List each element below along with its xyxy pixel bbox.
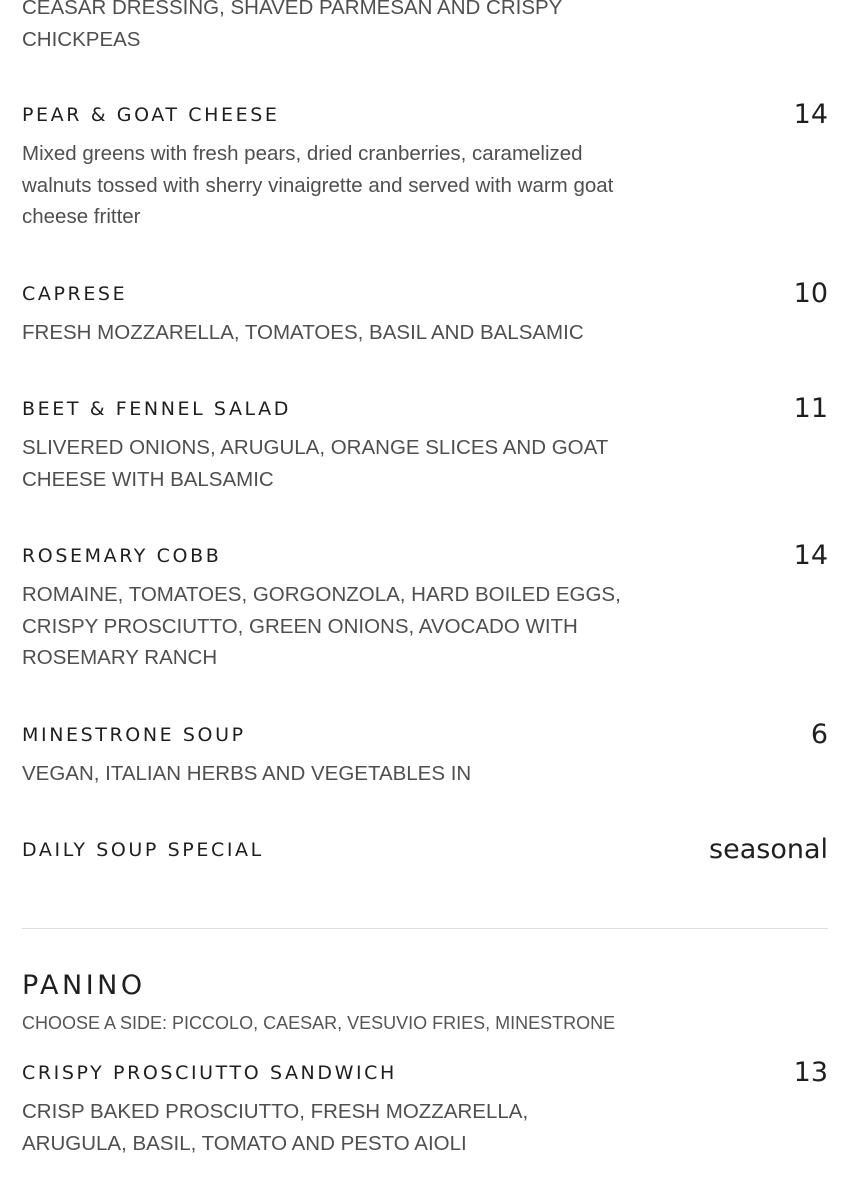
item-description: VEGAN, ITALIAN HERBS AND VEGETABLES IN [22,762,472,785]
item-price: 14 [793,99,828,130]
item-name: DAILY SOUP SPECIAL [22,839,264,861]
menu-item-daily-soup-special [22,833,828,867]
item-description: SLIVERED ONIONS, ARUGULA, ORANGE SLICES AND GOAT CHEESE WITH BALSAMIC [22,436,608,491]
menu-item-minestrone-soup [22,718,828,790]
item-description: Mixed greens with fresh pears, dried cranberries, caramelized walnuts tossed with sherry vinaigrette and served with warm goat cheese fritter [22,142,614,228]
item-name: MINESTRONE SOUP [22,724,246,746]
menu-item-rosemary-cobb [22,539,828,674]
item-name: PEAR & GOAT CHEESE [22,104,280,126]
menu-page [22,0,828,1192]
menu-item-beet-fennel-salad [22,392,828,495]
item-name: BEET & FENNEL SALAD [22,398,291,420]
item-price: 11 [793,393,828,424]
item-description: FRESH MOZZARELLA, TOMATOES, BASIL AND BALSAMIC [22,321,584,344]
section-title: PANINO [22,970,146,1001]
item-name: CRISPY PROSCIUTTO SANDWICH [22,1062,397,1084]
item-price: 6 [810,719,828,750]
menu-item-caprese [22,277,828,349]
item-description: ROMAINE, TOMATOES, GORGONZOLA, HARD BOILED EGGS, CRISPY PROSCIUTTO, GREEN ONIONS, AVOCADO WITH ROSEMARY RANCH [22,583,621,669]
item-description: CEASAR DRESSING, SHAVED PARMESAN AND CRISPY CHICKPEAS [22,0,562,51]
item-description: CRISP BAKED PROSCIUTTO, FRESH MOZZARELLA, ARUGULA, BASIL, TOMATO AND PESTO AIOLI [22,1100,529,1155]
menu-item-pear-goat-cheese [22,98,828,233]
menu-item-crispy-prosciutto-sandwich [22,1056,828,1159]
item-price: 13 [793,1057,828,1088]
item-name: ROSEMARY COBB [22,545,222,567]
item-price: seasonal [709,834,828,865]
item-name: CAPRESE [22,283,128,305]
section-divider [22,928,828,929]
item-price: 14 [793,540,828,571]
item-price: 10 [793,278,828,309]
section-subtitle: CHOOSE A SIDE: PICCOLO, CAESAR, VESUVIO FRIES, MINESTRONE [22,1013,616,1033]
